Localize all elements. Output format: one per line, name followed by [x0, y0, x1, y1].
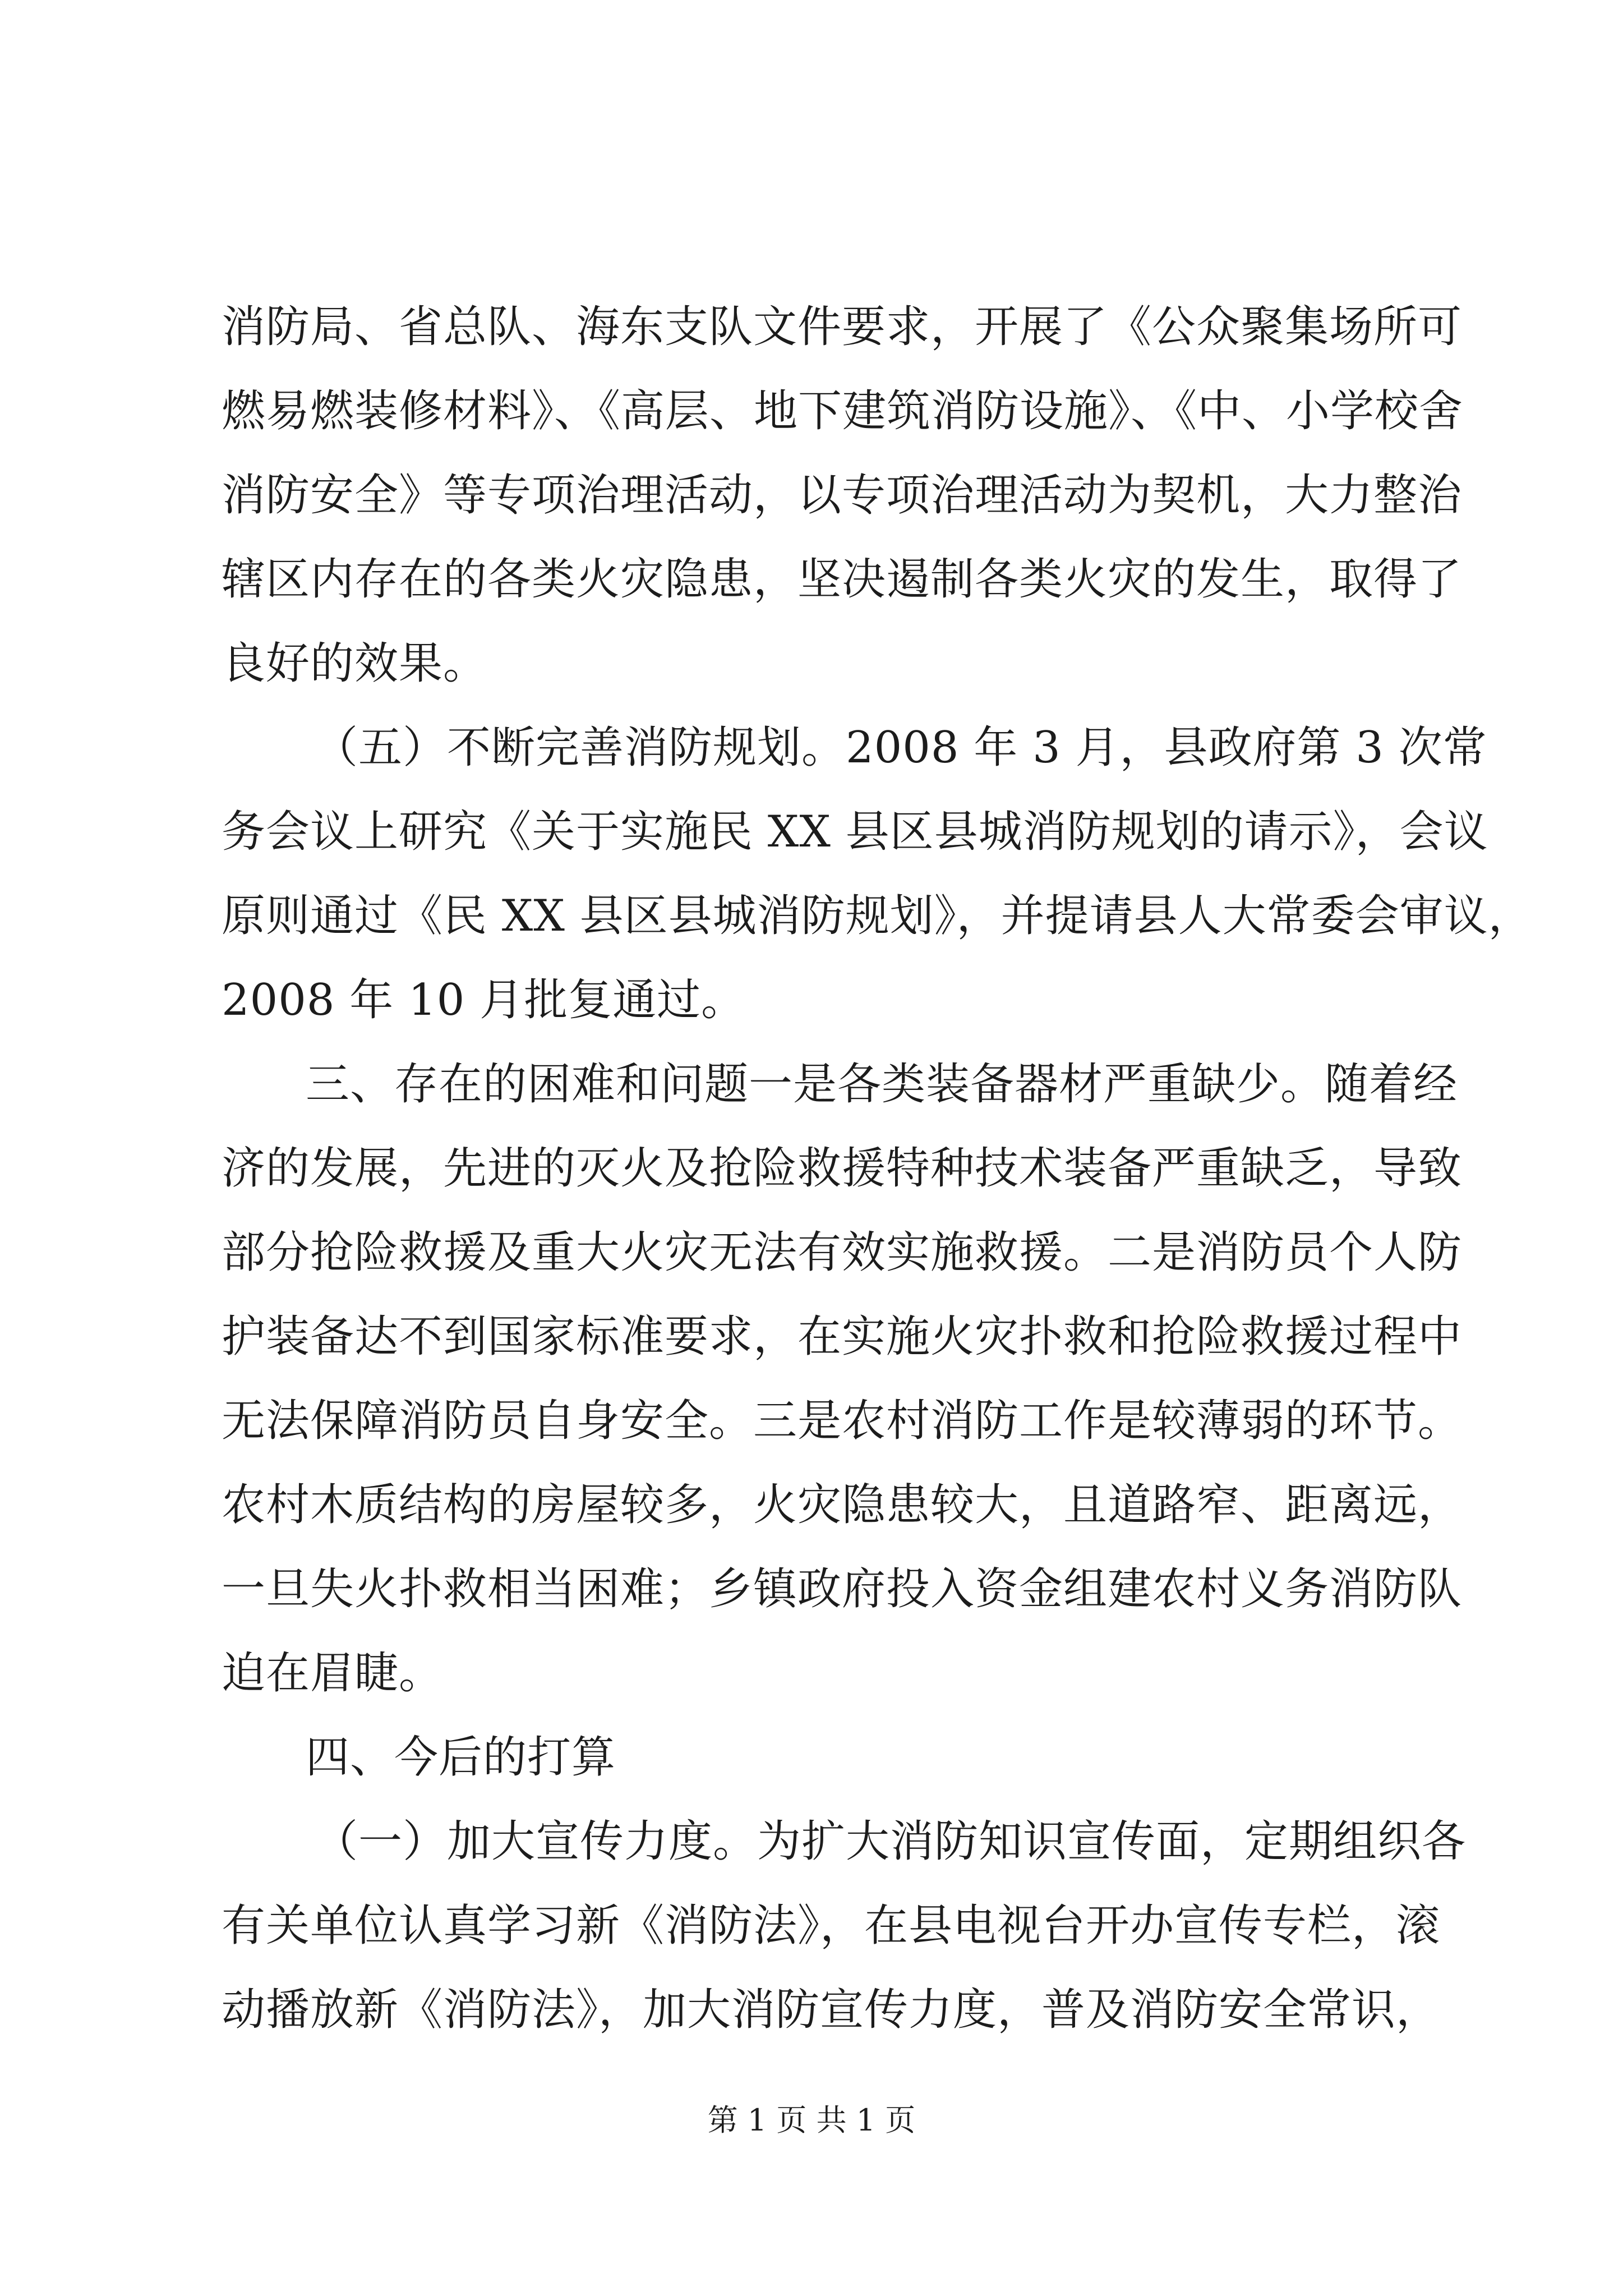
text-line: 原则通过《民 XX 县区县城消防规划》，并提请县人大常委会审议， [222, 891, 1533, 941]
section-heading-3: 三、存在的困难和问题一是各类装备器材严重缺少。随着经 [306, 1059, 1458, 1110]
page-footer: 第 1 页 共 1 页 [707, 2102, 916, 2138]
section-heading-5: （五）不断完善消防规划。2008 年 3 月，县政府第 3 次常 [314, 723, 1487, 773]
text-line: 2008 年 10 月批复通过。 [222, 975, 746, 1025]
subsection-heading-1: （一）加大宣传力度。为扩大消防知识宣传面，定期组织各 [314, 1816, 1467, 1867]
text-line: 部分抢险救援及重大火灾无法有效实施救援。二是消防员个人防 [222, 1227, 1463, 1278]
text-line: 一旦失火扑救相当困难；乡镇政府投入资金组建农村义务消防队 [222, 1564, 1463, 1614]
text-line: 济的发展，先进的灭火及抢险救援特种技术装备严重缺乏，导致 [222, 1143, 1463, 1194]
text-line: 无法保障消防员自身安全。三是农村消防工作是较薄弱的环节。 [222, 1396, 1463, 1446]
text-line: 燃易燃装修材料》、《高层、地下建筑消防设施》、《中、小学校舍 [222, 386, 1464, 436]
text-line: 护装备达不到国家标准要求，在实施火灾扑救和抢险救援过程中 [222, 1312, 1463, 1362]
text-line: 迫在眉睫。 [222, 1648, 444, 1699]
text-line: 动播放新《消防法》，加大消防宣传力度，普及消防安全常识， [222, 1985, 1441, 2035]
text-line: 良好的效果。 [222, 638, 488, 689]
text-line: 有关单位认真学习新《消防法》，在县电视台开办宣传专栏，滚 [222, 1901, 1441, 1951]
text-line: 消防安全》等专项治理活动，以专项治理活动为契机，大力整治 [222, 470, 1463, 521]
text-line: 务会议上研究《关于实施民 XX 县区县城消防规划的请示》，会议 [222, 807, 1488, 857]
text-line: 辖区内存在的各类火灾隐患，坚决遏制各类火灾的发生，取得了 [222, 554, 1463, 605]
text-line: 农村木质结构的房屋较多，火灾隐患较大，且道路窄、距离远， [222, 1480, 1463, 1530]
section-heading-4: 四、今后的打算 [306, 1732, 616, 1783]
text-line: 消防局、省总队、海东支队文件要求，开展了《公众聚集场所可 [222, 302, 1463, 352]
